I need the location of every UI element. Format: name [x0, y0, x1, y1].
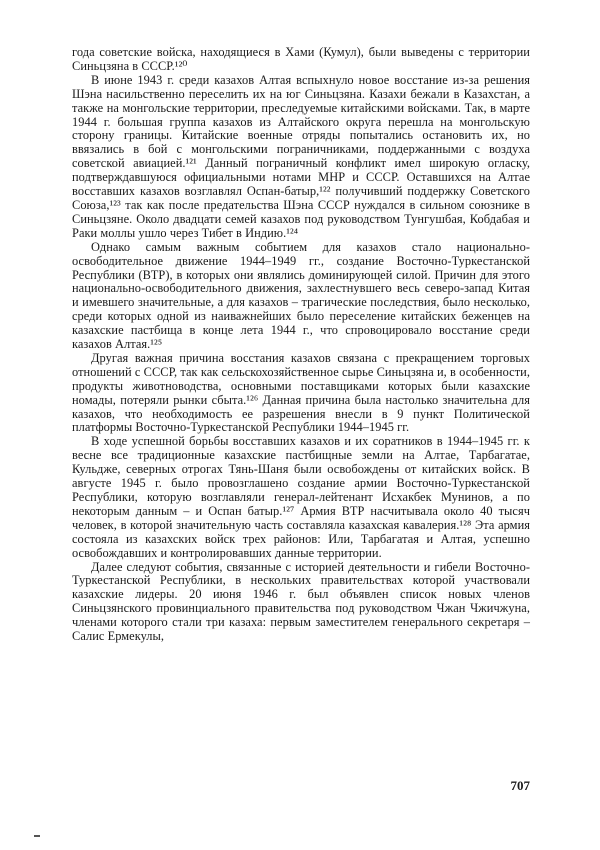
page-text-column	[72, 46, 530, 644]
paragraph-5: В ходе успешной борьбы восставших казахов и их соратников в 1944–1945 гг. к весне все традиционные казахские пастбищные земли на Алтае, Тарбагатае, Кульдже, северных отрогах Тянь-Шаня были освобождены от китайских войск. В августе 1945 г. было провозглашено создание армии Восточно-Туркестанской Республики, которую возглавляли генерал-лейтенант Исхакбек Мунинов, а по некоторым данным – и Оспан батыр.¹²⁷ Армия ВТР насчитывала около 40 тысяч человек, в которой значительную часть составляла казахская кавалерия.¹²⁸ Эта армия состояла из казахских войск трех районов: Или, Тарбагатая и Алтая, успешно освобождавших и контролировавших данные территории.	[72, 434, 530, 560]
page-number: 707	[510, 778, 530, 793]
scan-speck	[34, 835, 40, 837]
paragraph-1: года советские войска, находящиеся в Хами (Кумул), были выведены с территории Синьцзяна в СССР.¹²⁰	[72, 45, 530, 73]
paragraph-2: В июне 1943 г. среди казахов Алтая вспыхнуло новое восстание из-за решения Шэна насильственно переселить их на юг Синьцзяна. Казахи бежали в Казахстан, а также на монгольские территории, преследуемые китайскими войсками. Так, в марте 1944 г. большая группа казахов из Алтайского округа перешла на монгольскую сторону границы. Китайские военные отряды попытались остановить их, но ввязались в бой с монгольскими пограничниками, поддержанными с воздуха советской авиацией.¹²¹ Данный пограничный конфликт имел широкую огласку, подтверждавшуюся официальными нотами МНР и СССР. Оставшихся на Алтае восставших казахов возглавлял Оспан-батыр,¹²² получивший поддержку Советского Союза,¹²³ так как после предательства Шэна СССР нуждался в сильном союзнике в Синьцзяне. Около двадцати семей казахов под руководством Тунгушбая, Кобдабая и Раки моллы ушло через Тибет в Индию.¹²⁴	[72, 72, 530, 240]
paragraph-6: Далее следуют события, связанные с историей деятельности и гибели Восточно-Туркестанской Республики, в нескольких правительствах которой участвовали казахские лидеры. 20 июня 1946 г. был объявлен список новых членов Синьцзянского провинциального правительства под руководством Чжан Чжичжуна, членами которого стали три казаха: первым заместителем генерального секретаря – Салис Ермекулы,	[72, 559, 530, 644]
paragraph-4: Другая важная причина восстания казахов связана с прекращением торговых отношений с СССР, так как сельскохозяйственное сырье Синьцзяна и, в особенности, продукты животноводства, основными поставщиками которых были казахские номады, потеряли рынки сбыта.¹²⁶ Данная причина была настолько значительна для казахов, что необходимость ее разрешения внесли в 9 пункт Политической платформы Восточно-Туркестанской Республики 1944–1945 гг.	[72, 350, 530, 435]
paragraph-3: Однако самым важным событием для казахов стало национально-освободительное движение 1944–1949 гг., создание Восточно-Туркестанской Республики (ВТР), в которых они являлись доминирующей силой. Причин для этого национально-освободительного движения, захлестнувшего весь северо-запад Китая и имевшего значительные, а для казахов – трагические последствия, было несколько, среди которых одной из наиважнейших было переселение китайских беженцев на казахские пастбища в конце лета 1944 г., что спровоцировало восстание среди казахов Алтая.¹²⁵	[72, 239, 530, 352]
